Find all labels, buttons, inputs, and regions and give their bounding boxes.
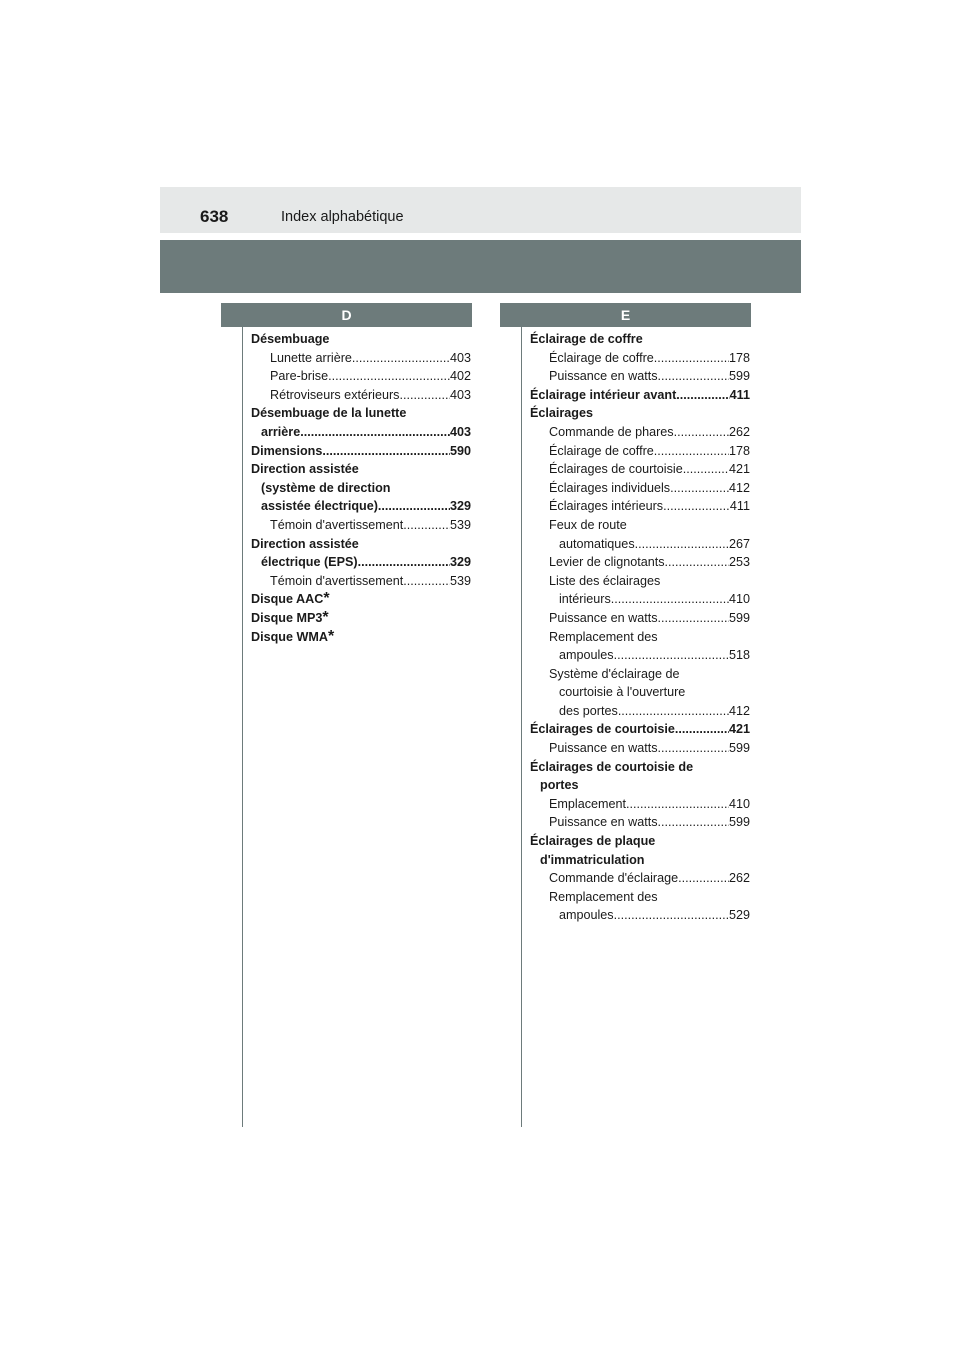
index-entry-text: assistée électrique) — [261, 499, 378, 514]
index-entry-page: 518 — [728, 648, 750, 663]
dot-leader — [328, 367, 450, 386]
index-entry — [251, 367, 471, 386]
index-entry-text: Éclairages de courtoisie de — [530, 759, 694, 774]
index-entry-page: 403 — [449, 350, 471, 365]
index-entry-page: 403 — [449, 387, 471, 402]
dot-leader — [676, 386, 729, 405]
index-entry-text: Éclairage de coffre — [530, 332, 643, 346]
index-entry — [530, 609, 750, 628]
dot-leader — [322, 442, 450, 461]
index-entry — [530, 349, 750, 368]
index-entry-text: Disque WMA — [251, 629, 328, 644]
index-entry-text: Éclairage intérieur avant — [530, 387, 677, 402]
index-entry — [530, 367, 750, 386]
index-entry — [530, 572, 750, 591]
index-entry — [530, 423, 750, 442]
index-entry-text: ampoules — [559, 908, 614, 923]
dot-leader — [654, 349, 729, 368]
index-entry-text: Éclairages individuels — [549, 480, 671, 495]
dot-leader — [403, 516, 450, 535]
dot-leader — [300, 423, 450, 442]
index-entry — [530, 442, 750, 461]
index-entry-page: 539 — [449, 573, 471, 588]
index-entry-text: Éclairages de plaque — [530, 834, 656, 849]
index-entry — [530, 702, 750, 721]
index-entry-text: Puissance en watts — [549, 741, 658, 756]
index-entry-page: 262 — [728, 871, 750, 886]
index-entry-text: Puissance en watts — [549, 815, 658, 830]
page-number: 638 — [200, 207, 229, 226]
index-entry — [251, 497, 471, 516]
index-entry-text: Éclairages de courtoisie — [530, 722, 675, 737]
section-letter-e: E — [500, 303, 751, 327]
index-entry-text: Levier de clignotants — [549, 555, 665, 570]
index-entry-text: Désembuage — [251, 332, 330, 346]
index-entry-page: 411 — [729, 387, 750, 402]
section-letter-d: D — [221, 303, 472, 327]
index-entry-page: 599 — [728, 369, 750, 384]
header-band — [160, 240, 801, 293]
index-entry-text: des portes — [559, 703, 618, 718]
index-entry-text: Témoin d'avertissement — [270, 573, 404, 588]
index-entry — [251, 423, 471, 442]
index-entry-text: Remplacement des — [549, 889, 658, 904]
dot-leader — [635, 535, 729, 554]
index-entry-page: 267 — [728, 536, 750, 551]
dot-leader — [358, 553, 450, 572]
index-entry-text: Éclairage de coffre — [549, 443, 654, 458]
column-divider-left — [242, 303, 243, 1127]
index-entry-text: Éclairages de courtoisie — [549, 462, 683, 477]
dot-leader — [658, 813, 729, 832]
dot-leader — [658, 609, 729, 628]
header-bar — [160, 187, 801, 233]
index-entry-text: Éclairage de coffre — [549, 350, 654, 365]
index-entry — [530, 535, 750, 554]
index-entry-text: électrique (EPS) — [261, 555, 358, 570]
page-title: Index alphabétique — [281, 209, 404, 225]
index-entry — [530, 795, 750, 814]
index-entry — [251, 460, 471, 479]
index-entry — [530, 628, 750, 647]
index-entry — [530, 739, 750, 758]
index-entry-page: 599 — [728, 610, 750, 625]
index-entry-page: 410 — [728, 796, 750, 811]
index-entry — [530, 758, 750, 777]
index-entry-text: Direction assistée — [251, 462, 359, 477]
dot-leader — [611, 590, 729, 609]
index-entry-text: Disque MP3 — [251, 610, 323, 625]
index-entry-page: 412 — [728, 480, 750, 495]
index-entry-text: Lunette arrière — [270, 350, 352, 365]
index-entry-page: 539 — [449, 517, 471, 532]
index-entry — [530, 404, 750, 423]
index-entry-page: 421 — [728, 722, 750, 737]
index-entry-text: Dimensions — [251, 443, 323, 458]
index-entry-text: Liste des éclairages — [549, 573, 661, 588]
dot-leader — [618, 702, 729, 721]
index-entry — [251, 386, 471, 405]
index-entry-page: 412 — [728, 703, 750, 718]
dot-leader — [674, 423, 729, 442]
index-entry-text: courtoisie à l'ouverture — [559, 685, 686, 700]
index-entry — [530, 646, 750, 665]
index-entry — [530, 516, 750, 535]
dot-leader — [399, 386, 450, 405]
column-divider-right — [521, 303, 522, 1127]
dot-leader — [675, 720, 729, 739]
index-entry — [530, 888, 750, 907]
index-entry-page: 253 — [728, 555, 750, 570]
index-entry-text: Pare-brise — [270, 369, 329, 384]
index-entry-text: (système de direction — [261, 480, 391, 495]
index-entry-page: 402 — [449, 369, 471, 384]
index-entry-page: 329 — [449, 499, 471, 514]
index-entry — [530, 813, 750, 832]
index-entry — [530, 683, 750, 702]
dot-leader — [665, 553, 729, 572]
index-entry — [530, 869, 750, 888]
dot-leader — [403, 572, 450, 591]
index-entry-text: portes — [540, 778, 579, 793]
dot-leader — [626, 795, 729, 814]
index-entry-page: 329 — [449, 555, 471, 570]
index-entry: Disque WMA * — [251, 627, 335, 645]
index-entry-text: Direction assistée — [251, 536, 359, 551]
index-entry-page: 410 — [728, 592, 750, 607]
index-entry — [251, 404, 471, 423]
dot-leader — [670, 479, 729, 498]
dot-leader — [614, 646, 729, 665]
index-entry — [530, 776, 750, 795]
index-entry — [530, 386, 750, 405]
index-entry-page: 178 — [728, 443, 750, 458]
dot-leader — [683, 460, 729, 479]
index-entry-page: 262 — [728, 424, 750, 439]
index-entry — [251, 349, 471, 368]
index-entry-text: ampoules — [559, 648, 614, 663]
index-entry-text: Remplacement des — [549, 629, 658, 644]
index-entry — [251, 535, 471, 554]
dot-leader — [654, 442, 729, 461]
index-entry — [530, 832, 750, 851]
index-entry-text: arrière — [261, 424, 301, 439]
index-entry-text: Désembuage de la lunette — [251, 406, 407, 421]
index-entry — [530, 497, 750, 516]
dot-leader — [658, 739, 729, 758]
index-entry-text: Rétroviseurs extérieurs — [270, 387, 400, 402]
index-entry-text: Éclairages — [530, 406, 594, 421]
index-entry — [251, 516, 471, 535]
index-entry — [530, 906, 750, 925]
index-entry — [251, 442, 471, 461]
index-entry-page: 403 — [449, 424, 471, 439]
index-entry — [530, 460, 750, 479]
index-entry-page: 590 — [449, 443, 471, 458]
index-column-d — [251, 330, 471, 646]
index-entry-text: automatiques — [559, 536, 635, 551]
index-entry-text: intérieurs — [559, 592, 611, 607]
index-entry-text: Commande de phares — [549, 424, 674, 439]
index-entry-text: Emplacement — [549, 796, 626, 811]
index-entry-page: 411 — [729, 499, 750, 514]
index-entry — [530, 590, 750, 609]
index-entry-text: Éclairages intérieurs — [549, 499, 664, 514]
index-entry: Disque MP3 * — [251, 608, 329, 626]
index-entry-text: Puissance en watts — [549, 610, 658, 625]
index-entry — [251, 572, 471, 591]
index-entry-text: Puissance en watts — [549, 369, 658, 384]
dot-leader — [614, 906, 729, 925]
index-entry-text: Disque AAC — [251, 592, 324, 607]
index-entry — [251, 479, 471, 498]
index-entry — [530, 330, 750, 349]
index-entry — [530, 665, 750, 684]
index-entry-text: Témoin d'avertissement — [270, 517, 404, 532]
index-entry — [251, 330, 471, 349]
index-entry — [251, 553, 471, 572]
index-entry-text: d'immatriculation — [540, 852, 645, 867]
index-entry-page: 599 — [728, 741, 750, 756]
dot-leader — [378, 497, 450, 516]
index-entry — [530, 553, 750, 572]
index-entry: Disque AAC * — [251, 590, 330, 608]
index-entry-page: 599 — [728, 815, 750, 830]
index-entry — [530, 851, 750, 870]
index-column-e — [530, 330, 750, 925]
dot-leader — [352, 349, 450, 368]
index-entry-text: Commande d'éclairage — [549, 871, 679, 886]
index-entry-page: 178 — [728, 350, 750, 365]
dot-leader — [658, 367, 729, 386]
dot-leader — [663, 497, 730, 516]
dot-leader — [678, 869, 729, 888]
index-entry-page: 529 — [728, 908, 750, 923]
index-entry — [530, 479, 750, 498]
index-entry — [530, 720, 750, 739]
index-entry-text: Feux de route — [549, 517, 627, 532]
index-entry-text: Système d'éclairage de — [549, 666, 680, 681]
index-entry-page: 421 — [728, 462, 750, 477]
